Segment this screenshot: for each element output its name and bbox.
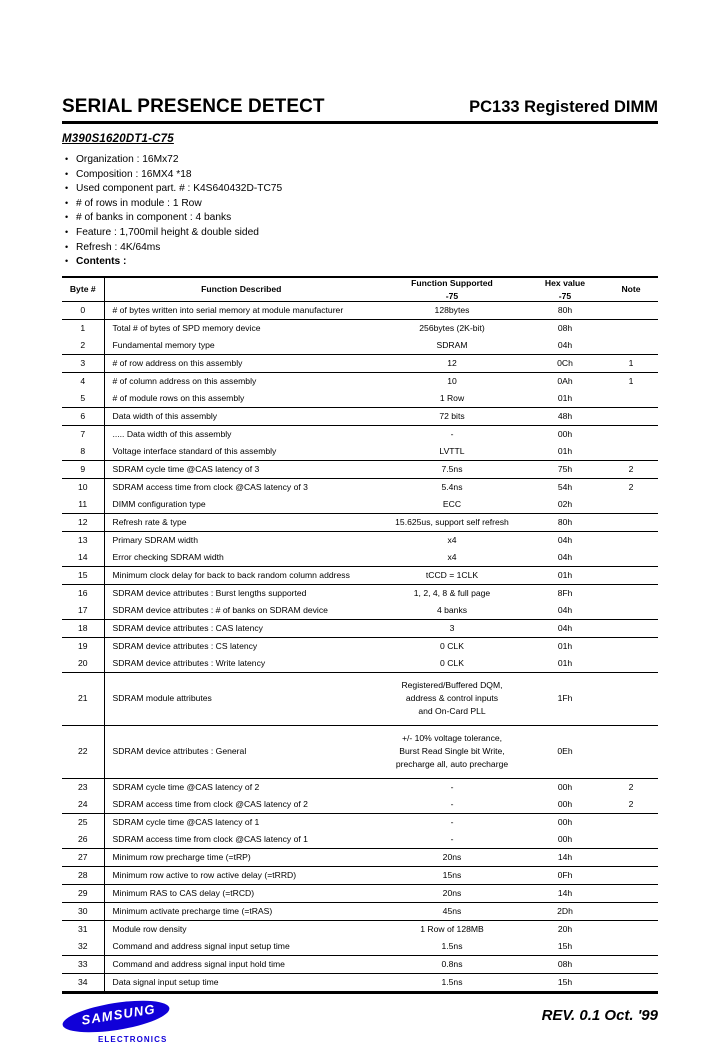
cell-function-described: Data width of this assembly <box>104 407 378 425</box>
cell-note <box>604 602 658 620</box>
cell-function-described: SDRAM device attributes : General <box>104 725 378 778</box>
cell-function-described: Fundamental memory type <box>104 337 378 355</box>
cell-note: 2 <box>628 781 634 792</box>
cell-function-supported-line: Registered/Buffered DQM, <box>401 680 503 691</box>
cell-hex-value: 01h <box>526 566 604 584</box>
cell-function-described: # of bytes written into serial memory at module manufacturer <box>104 301 378 319</box>
table-row <box>62 602 658 620</box>
cell-byte-number: 4 <box>62 372 104 390</box>
cell-note <box>604 319 658 337</box>
cell-note <box>604 938 658 956</box>
cell-function-described: Primary SDRAM width <box>112 534 198 545</box>
table-row <box>62 619 658 637</box>
cell-function-supported: 1 Row of 128MB <box>420 923 484 934</box>
cell-hex-value: 80h <box>526 301 604 319</box>
table-header-row <box>62 278 658 302</box>
table-row <box>62 938 658 956</box>
table-row <box>62 337 658 355</box>
cell-function-supported: x4 <box>378 549 526 567</box>
cell-function-described: DIMM configuration type <box>104 496 378 514</box>
cell-hex-value: 04h <box>557 534 573 545</box>
cell-function-supported: 7.5ns <box>378 460 526 478</box>
table-row <box>62 301 658 319</box>
cell-byte-number: 20 <box>62 655 104 673</box>
col-header-byte: Byte # <box>62 278 104 302</box>
cell-hex-value: 8Fh <box>557 587 573 598</box>
table-row <box>62 390 658 408</box>
table-row <box>62 460 658 478</box>
cell-function-supported-line: Burst Read Single bit Write, <box>399 746 505 757</box>
cell-byte-number: 31 <box>62 920 104 938</box>
cell-note: 1 <box>604 354 658 372</box>
cell-note <box>604 513 658 531</box>
cell-hex-value: 08h <box>557 322 573 333</box>
table-row <box>62 425 658 443</box>
cell-note <box>604 902 658 920</box>
cell-hex-value: 14h <box>526 884 604 902</box>
cell-function-described: Module row density <box>112 923 187 934</box>
cell-function-supported-line: +/- 10% voltage tolerance, <box>401 733 503 744</box>
cell-hex-value: 0Ah <box>557 375 573 386</box>
cell-function-described: SDRAM access time from clock @CAS latency of 2 <box>104 796 378 814</box>
table-row <box>62 319 658 337</box>
cell-function-described: Minimum activate precharge time (=tRAS) <box>104 902 378 920</box>
cell-byte-number: 32 <box>62 938 104 956</box>
cell-byte-number: 8 <box>62 443 104 461</box>
cell-function-supported: 128bytes <box>378 301 526 319</box>
cell-function-supported: tCCD = 1CLK <box>378 566 526 584</box>
cell-function-supported-line: precharge all, auto precharge <box>395 759 509 770</box>
table-row <box>62 531 658 549</box>
product-title: PC133 Registered DIMM <box>469 98 658 116</box>
table-row <box>62 955 658 973</box>
cell-note <box>604 637 658 655</box>
table-row <box>62 496 658 514</box>
cell-byte-number: 7 <box>62 425 104 443</box>
table-row <box>62 372 658 390</box>
cell-function-described: SDRAM device attributes : # of banks on SDRAM device <box>104 602 378 620</box>
table-row <box>62 973 658 991</box>
cell-function-supported: 45ns <box>378 902 526 920</box>
cell-byte-number: 14 <box>62 549 104 567</box>
spec-bullet-item <box>62 226 658 241</box>
cell-function-supported: ECC <box>378 496 526 514</box>
page-footer <box>62 1001 658 1059</box>
cell-function-supported <box>378 725 526 778</box>
cell-function-described: SDRAM device attributes : CAS latency <box>104 619 378 637</box>
cell-hex-value: 54h <box>557 481 573 492</box>
bullet-marker-icon: • <box>65 183 69 194</box>
spec-bullet-item <box>62 197 658 212</box>
table-row <box>62 725 658 778</box>
cell-hex-value: 0Ch <box>526 354 604 372</box>
cell-function-supported: 20ns <box>378 848 526 866</box>
cell-function-described: Error checking SDRAM width <box>104 549 378 567</box>
cell-function-described: SDRAM cycle time @CAS latency of 3 <box>104 460 378 478</box>
cell-note <box>604 443 658 461</box>
cell-byte-number: 1 <box>62 319 104 337</box>
cell-byte-number: 0 <box>62 301 104 319</box>
table-row <box>62 672 658 725</box>
cell-note <box>604 813 658 831</box>
cell-byte-number: 3 <box>62 354 104 372</box>
cell-hex-value: 00h <box>526 796 604 814</box>
cell-note <box>604 619 658 637</box>
cell-hex-value: 08h <box>526 955 604 973</box>
page-content <box>62 96 658 1059</box>
cell-function-supported: 3 <box>378 619 526 637</box>
spec-bullet-text: # of rows in module : 1 Row <box>76 197 202 209</box>
cell-function-supported: SDRAM <box>378 337 526 355</box>
cell-note <box>604 301 658 319</box>
cell-function-supported: 256bytes (2K-bit) <box>419 322 485 333</box>
cell-byte-number: 13 <box>62 531 104 549</box>
cell-function-supported: 72 bits <box>378 407 526 425</box>
table-row <box>62 866 658 884</box>
cell-function-described: SDRAM access time from clock @CAS latency of 1 <box>104 831 378 849</box>
logo-subtitle: ELECTRONICS <box>98 1034 168 1044</box>
cell-function-supported: - <box>450 816 454 827</box>
cell-hex-value: 00h <box>557 816 573 827</box>
cell-function-supported-line: and On-Card PLL <box>418 706 486 717</box>
cell-note: 2 <box>628 481 634 492</box>
cell-function-supported: 0 CLK <box>378 655 526 673</box>
cell-note <box>604 955 658 973</box>
cell-hex-value: 75h <box>526 460 604 478</box>
spec-bullet-text: Used component part. # : K4S640432D-TC75 <box>76 183 283 195</box>
cell-byte-number: 22 <box>62 725 104 778</box>
cell-byte-number: 9 <box>62 460 104 478</box>
cell-hex-value: 0Eh <box>526 725 604 778</box>
cell-function-described: SDRAM cycle time @CAS latency of 1 <box>112 816 260 827</box>
cell-note <box>604 566 658 584</box>
spec-bullet-list <box>62 153 658 270</box>
cell-function-described: SDRAM module attributes <box>104 672 378 725</box>
cell-hex-value: 04h <box>526 619 604 637</box>
cell-hex-value: 0Fh <box>526 866 604 884</box>
bullet-marker-icon: • <box>65 212 69 223</box>
cell-note <box>604 390 658 408</box>
cell-note <box>604 920 658 938</box>
cell-function-described: Total # of bytes of SPD memory device <box>112 322 261 333</box>
cell-byte-number: 16 <box>62 584 104 602</box>
spd-table-wrapper <box>62 276 658 994</box>
cell-function-supported: 5.4ns <box>441 481 463 492</box>
col-header-supported-label: Function Supported <box>411 277 493 288</box>
cell-function-described: Command and address signal input hold time <box>104 955 378 973</box>
cell-byte-number: 5 <box>62 390 104 408</box>
cell-note <box>604 549 658 567</box>
table-body <box>62 301 658 991</box>
cell-function-supported: 1.5ns <box>378 938 526 956</box>
spec-bullet-text: Contents : <box>76 256 127 268</box>
cell-hex-value: 2Dh <box>526 902 604 920</box>
cell-hex-value: 20h <box>557 923 573 934</box>
cell-byte-number: 15 <box>62 566 104 584</box>
cell-note <box>604 866 658 884</box>
table-row <box>62 354 658 372</box>
cell-function-described: # of column address on this assembly <box>112 375 257 386</box>
spec-bullet-text: Feature : 1,700mil height & double sided <box>76 226 259 238</box>
cell-note <box>604 407 658 425</box>
table-row <box>62 831 658 849</box>
cell-note <box>604 672 658 725</box>
bullet-marker-icon: • <box>65 256 69 267</box>
cell-byte-number: 2 <box>62 337 104 355</box>
cell-function-described: Minimum clock delay for back to back random column address <box>104 566 378 584</box>
spec-bullet-text: Organization : 16Mx72 <box>76 154 179 165</box>
cell-hex-value: 04h <box>526 602 604 620</box>
table-row <box>62 549 658 567</box>
cell-hex-value: 00h <box>557 781 573 792</box>
cell-function-described: SDRAM device attributes : Write latency <box>104 655 378 673</box>
cell-byte-number: 17 <box>62 602 104 620</box>
col-header-note: Note <box>604 278 658 302</box>
cell-function-supported-line: address & control inputs <box>405 693 499 704</box>
page-title: SERIAL PRESENCE DETECT <box>62 96 325 117</box>
cell-function-described: Voltage interface standard of this assembly <box>104 443 378 461</box>
cell-function-described: # of module rows on this assembly <box>104 390 378 408</box>
cell-function-described: SDRAM device attributes : Burst lengths supported <box>112 587 307 598</box>
cell-function-supported: 15.625us, support self refresh <box>378 513 526 531</box>
table-head <box>62 278 658 302</box>
cell-hex-value: 01h <box>557 640 573 651</box>
cell-function-supported: 1, 2, 4, 8 & full page <box>413 587 491 598</box>
cell-function-described: Command and address signal input setup time <box>104 938 378 956</box>
cell-byte-number: 18 <box>62 619 104 637</box>
spec-bullet-text: # of banks in component : 4 banks <box>76 212 232 224</box>
cell-byte-number: 33 <box>62 955 104 973</box>
cell-hex-value: 04h <box>526 337 604 355</box>
table-row <box>62 637 658 655</box>
spec-bullet-text: Composition : 16MX4 *18 <box>76 168 192 180</box>
bullet-marker-icon: • <box>65 197 69 208</box>
table-row <box>62 478 658 496</box>
spec-bullet-item <box>62 153 658 168</box>
cell-function-described: Data signal input setup time <box>112 976 219 987</box>
revision-label: REV. 0.1 Oct. '99 <box>541 1006 658 1024</box>
cell-function-described: Minimum RAS to CAS delay (=tRCD) <box>104 884 378 902</box>
table-row <box>62 796 658 814</box>
cell-byte-number: 26 <box>62 831 104 849</box>
col-header-hex-label: Hex value <box>544 277 586 288</box>
table-row <box>62 407 658 425</box>
col-header-hex-speed: -75 <box>558 290 572 301</box>
cell-function-described: Refresh rate & type <box>104 513 378 531</box>
cell-byte-number: 19 <box>62 637 104 655</box>
cell-byte-number: 30 <box>62 902 104 920</box>
cell-function-supported: 0 CLK <box>440 640 464 651</box>
spd-table <box>62 278 658 991</box>
cell-function-supported: 1 Row <box>378 390 526 408</box>
cell-function-supported: - <box>450 428 454 439</box>
cell-function-supported: 4 banks <box>378 602 526 620</box>
cell-function-supported: 0.8ns <box>378 955 526 973</box>
cell-note: 1 <box>628 375 634 386</box>
table-row <box>62 848 658 866</box>
cell-note <box>604 496 658 514</box>
cell-hex-value: 80h <box>526 513 604 531</box>
cell-hex-value: 01h <box>526 390 604 408</box>
cell-byte-number: 25 <box>62 813 104 831</box>
cell-byte-number: 10 <box>62 478 104 496</box>
cell-function-described: Minimum row precharge time (=tRP) <box>104 848 378 866</box>
spec-bullet-item <box>62 168 658 183</box>
cell-hex-value: 00h <box>557 428 573 439</box>
cell-function-supported <box>378 672 526 725</box>
spec-bullet-item <box>62 211 658 226</box>
cell-hex-value: 48h <box>526 407 604 425</box>
bullet-marker-icon: • <box>65 168 69 179</box>
cell-byte-number: 28 <box>62 866 104 884</box>
table-row <box>62 884 658 902</box>
cell-note <box>604 425 658 443</box>
cell-note <box>604 655 658 673</box>
col-header-function: Function Described <box>104 278 378 302</box>
cell-hex-value: 01h <box>526 443 604 461</box>
bullet-marker-icon: • <box>65 226 69 237</box>
cell-hex-value: 02h <box>526 496 604 514</box>
cell-note <box>604 831 658 849</box>
cell-function-supported: - <box>378 796 526 814</box>
cell-function-supported: 1.5ns <box>441 976 463 987</box>
cell-function-described: SDRAM access time from clock @CAS latency of 3 <box>112 481 308 492</box>
cell-byte-number: 6 <box>62 407 104 425</box>
cell-byte-number: 27 <box>62 848 104 866</box>
cell-byte-number: 29 <box>62 884 104 902</box>
cell-function-supported: LVTTL <box>378 443 526 461</box>
cell-note <box>604 848 658 866</box>
cell-byte-number: 34 <box>62 973 104 991</box>
cell-function-described: # of row address on this assembly <box>104 354 378 372</box>
cell-note <box>604 584 658 602</box>
cell-note <box>604 725 658 778</box>
spec-bullet-text: Refresh : 4K/64ms <box>76 241 161 253</box>
samsung-logo <box>62 1000 182 1053</box>
bullet-marker-icon: • <box>65 241 69 252</box>
table-row <box>62 778 658 796</box>
table-row <box>62 902 658 920</box>
spec-bullet-item <box>62 255 658 270</box>
col-header-supported <box>378 278 526 302</box>
cell-note <box>604 337 658 355</box>
table-row <box>62 813 658 831</box>
cell-function-described: Minimum row active to row active delay (=tRRD) <box>104 866 378 884</box>
cell-byte-number: 24 <box>62 796 104 814</box>
cell-hex-value: 00h <box>526 831 604 849</box>
cell-function-supported: - <box>378 831 526 849</box>
cell-function-described: SDRAM device attributes : CS latency <box>112 640 258 651</box>
col-header-hex <box>526 278 604 302</box>
cell-function-described: SDRAM cycle time @CAS latency of 2 <box>112 781 260 792</box>
part-number: M390S1620DT1-C75 <box>62 133 174 145</box>
cell-hex-value: 14h <box>526 848 604 866</box>
table-row <box>62 566 658 584</box>
cell-byte-number: 21 <box>62 672 104 725</box>
cell-function-supported: 15ns <box>378 866 526 884</box>
cell-note <box>604 884 658 902</box>
bullet-marker-icon: • <box>65 154 69 164</box>
logo-wordmark: SAMSUNG <box>80 1000 157 1028</box>
cell-hex-value: 04h <box>526 549 604 567</box>
cell-function-supported: 20ns <box>378 884 526 902</box>
cell-function-supported: 12 <box>378 354 526 372</box>
col-header-supported-speed: -75 <box>445 290 459 301</box>
cell-hex-value: 1Fh <box>526 672 604 725</box>
cell-function-described: ..... Data width of this assembly <box>112 428 232 439</box>
cell-byte-number: 11 <box>62 496 104 514</box>
cell-hex-value: 01h <box>526 655 604 673</box>
cell-byte-number: 12 <box>62 513 104 531</box>
page-header <box>62 96 658 124</box>
cell-note <box>604 973 658 991</box>
cell-hex-value: 15h <box>526 938 604 956</box>
spec-bullet-item <box>62 241 658 256</box>
table-row <box>62 584 658 602</box>
cell-function-supported: - <box>450 781 454 792</box>
spec-bullet-item <box>62 182 658 197</box>
cell-function-supported: x4 <box>447 534 457 545</box>
table-row <box>62 655 658 673</box>
cell-note: 2 <box>604 460 658 478</box>
cell-byte-number: 23 <box>62 778 104 796</box>
cell-function-supported: 10 <box>447 375 457 386</box>
cell-hex-value: 15h <box>557 976 573 987</box>
table-row <box>62 920 658 938</box>
cell-note: 2 <box>604 796 658 814</box>
table-row <box>62 513 658 531</box>
table-row <box>62 443 658 461</box>
cell-note <box>604 531 658 549</box>
